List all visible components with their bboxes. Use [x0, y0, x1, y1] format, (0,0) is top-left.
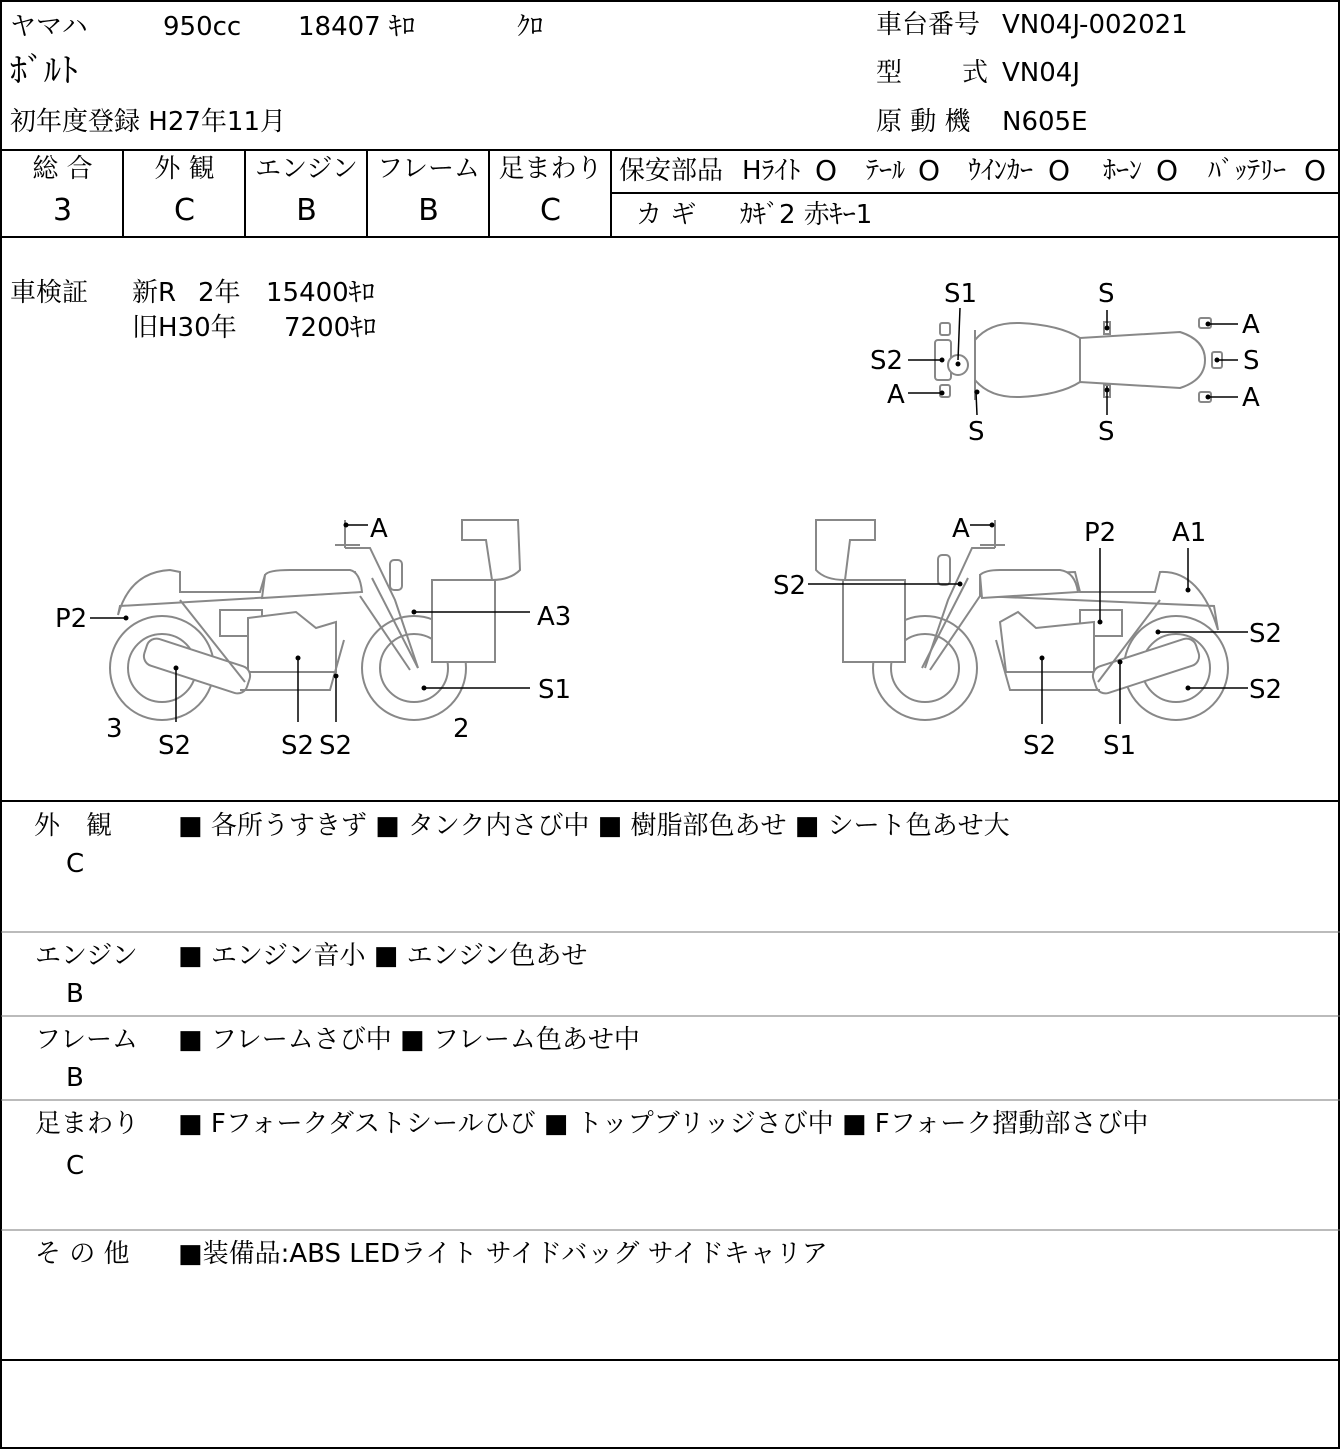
note-grade-suspension: C	[66, 1151, 85, 1181]
color: ｸﾛ	[517, 12, 544, 42]
safety-label: 保安部品	[619, 156, 724, 186]
right-label-a1: A1	[1172, 518, 1207, 548]
grade-value-engine: B	[296, 193, 317, 228]
top-label-a-right-upper: A	[1242, 310, 1260, 340]
safety-headlight: Hﾗｲﾄ	[742, 156, 801, 186]
model-name: ﾎﾞﾙﾄ	[10, 51, 78, 91]
maker: ヤマハ	[10, 12, 88, 42]
inspection-old-label: 旧H30年	[132, 313, 237, 343]
safety-winker-mark: O	[1048, 154, 1071, 187]
grade-value-exterior: C	[174, 193, 195, 228]
top-label-s-lower-mid: S	[1098, 417, 1115, 447]
right-label-s2-front: S2	[773, 571, 807, 601]
key-value: ｶｷﾞ2 赤ｷｰ1	[740, 200, 873, 230]
frame-number: VN04J-002021	[1002, 10, 1188, 40]
right-label-s2-upper: S2	[1249, 619, 1283, 649]
first-registration: 初年度登録 H27年11月	[10, 107, 286, 137]
safety-winker: ｳｲﾝｶｰ	[968, 156, 1034, 186]
grade-value-suspension: C	[540, 193, 561, 228]
note-text-frame: ■ フレームさび中 ■ フレーム色あせ中	[178, 1025, 640, 1055]
top-label-a-right-lower: A	[1242, 383, 1260, 413]
grade-label-engine: エンジン	[255, 154, 358, 184]
frame-number-label: 車台番号	[876, 10, 981, 40]
note-text-exterior: ■ 各所うすきず ■ タンク内さび中 ■ 樹脂部色あせ ■ シート色あせ大	[178, 811, 1010, 841]
engine-label: 原 動 機	[876, 107, 971, 137]
left-label-s2-rear: S2	[158, 731, 192, 761]
note-title-engine: エンジン	[35, 941, 138, 971]
note-grade-frame: B	[66, 1063, 84, 1093]
top-label-a-left: A	[887, 380, 905, 410]
grade-label-exterior: 外 観	[154, 154, 215, 184]
grade-label-total: 総 合	[32, 154, 93, 184]
safety-horn-mark: O	[1156, 154, 1179, 187]
top-label-s-lower-left: S	[968, 417, 985, 447]
inspection-new-label: 新R	[132, 278, 177, 308]
note-grade-exterior: C	[66, 849, 85, 879]
left-label-s1: S1	[538, 675, 572, 705]
right-label-a: A	[952, 514, 970, 544]
top-label-s2: S2	[870, 346, 904, 376]
note-title-other: そ の 他	[35, 1239, 130, 1269]
left-label-s2-front: S2	[319, 731, 353, 761]
safety-horn: ﾎｰﾝ	[1103, 156, 1143, 186]
left-label-3: 3	[106, 714, 123, 744]
grade-value-frame: B	[418, 193, 439, 228]
type-label-1: 型	[876, 58, 903, 88]
note-text-other: ■装備品:ABS LEDライト サイドバッグ サイドキャリア	[178, 1239, 828, 1269]
key-label: カ ギ	[636, 200, 697, 230]
top-label-s1: S1	[944, 279, 978, 309]
type-value: VN04J	[1002, 58, 1080, 88]
safety-battery-mark: O	[1304, 154, 1327, 187]
type-label-2: 式	[962, 58, 989, 88]
safety-battery: ﾊﾞｯﾃﾘｰ	[1208, 156, 1287, 186]
safety-headlight-mark: O	[815, 154, 838, 187]
right-label-p2: P2	[1084, 518, 1117, 548]
inspection-new-km: 15400ｷﾛ	[266, 278, 375, 308]
left-label-s2-mid: S2	[281, 731, 315, 761]
left-label-a: A	[370, 514, 388, 544]
grade-value-total: 3	[52, 193, 73, 228]
displacement: 950cc	[163, 12, 242, 42]
note-title-frame: フレーム	[35, 1025, 138, 1055]
mileage: 18407 ｷﾛ	[298, 12, 415, 42]
left-label-p2: P2	[55, 604, 88, 634]
note-title-suspension: 足まわり	[35, 1109, 140, 1139]
right-label-s2-wheel: S2	[1249, 675, 1283, 705]
safety-tail-mark: O	[918, 154, 941, 187]
note-grade-engine: B	[66, 979, 84, 1009]
top-label-s-upper: S	[1098, 279, 1115, 309]
right-label-s1: S1	[1103, 731, 1137, 761]
note-title-exterior: 外 観	[34, 811, 113, 841]
left-label-2: 2	[453, 714, 470, 744]
engine-value: N605E	[1002, 107, 1088, 137]
inspection-label: 車検証	[10, 278, 89, 308]
grade-label-frame: フレーム	[377, 154, 480, 184]
note-text-suspension: ■ Fフォークダストシールひび ■ トップブリッジさび中 ■ Fフォーク摺動部さび中	[178, 1109, 1149, 1139]
inspection-old-km: 7200ｷﾛ	[284, 313, 377, 343]
safety-tail: ﾃｰﾙ	[866, 156, 906, 186]
note-text-engine: ■ エンジン音小 ■ エンジン色あせ	[178, 941, 588, 971]
right-label-s2-engine: S2	[1023, 731, 1057, 761]
grade-label-suspension: 足まわり	[498, 154, 603, 184]
left-label-a3: A3	[537, 602, 572, 632]
inspection-new-years: 2年	[198, 278, 241, 308]
top-label-s-right: S	[1243, 346, 1260, 376]
